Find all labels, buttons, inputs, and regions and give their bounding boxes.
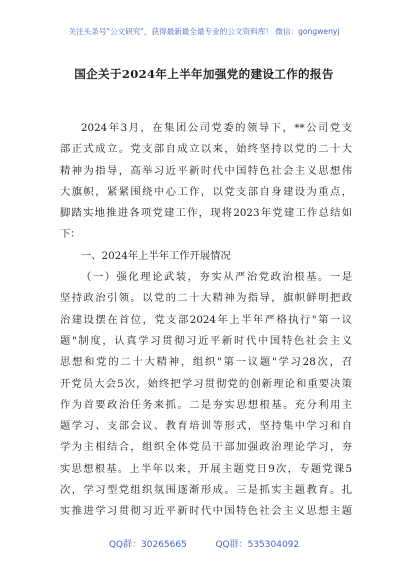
- paragraph-3-line-8: 题学习、支部会议、教育培训等形式，坚持集中学习和自: [60, 420, 352, 433]
- paragraph-3-line-6: 开党员大会5次，始终把学习贯彻党的创新理论和重要决策: [60, 377, 352, 390]
- paragraph-3-line-9: 学为主相结合，组织全体党员干部加强政治理论学习，夯: [60, 441, 352, 454]
- page-footer: [0, 537, 408, 550]
- paragraph-1-line-3: 精神为指导，高举习近平新时代中国特色社会主义思想伟: [60, 164, 352, 177]
- paragraph-1-line-2: 部正式成立。党支部自成立以来，始终坚持以党的二十大: [60, 143, 352, 156]
- document-body: [60, 118, 352, 523]
- paragraph-1-line-5: 脚踏实地推进各项党建工作，现将2023年党建工作总结如: [60, 207, 352, 220]
- paragraph-3-line-12: 实推进学习贯彻习近平新时代中国特色社会主义思想主题: [60, 505, 352, 518]
- footer-qq-group-2: QQ群：535304092: [215, 540, 300, 550]
- page-header-banner: 关注头条号"公文研究"，获得最新最全最专业的公文资料库！ 微信：gongwenyj: [68, 27, 340, 36]
- paragraph-3-line-2: 坚持政治引领。以党的二十大精神为指导，旗帜鲜明把政: [60, 292, 352, 305]
- paragraph-3-line-4: 题"制度，认真学习贯彻习近平新时代中国特色社会主义: [60, 334, 352, 347]
- footer-qq-group-1: QQ群：30265665: [108, 540, 187, 550]
- paragraph-1-line-4: 大旗帜，紧紧围绕中心工作，以党支部自身建设为重点，: [60, 185, 352, 198]
- paragraph-3-line-5: 思想和党的二十大精神，组织"第一议题"学习28次，召: [60, 356, 352, 369]
- section-heading-1: 一、2024年上半年工作开展情况: [81, 249, 231, 262]
- paragraph-3-line-7: 作为首要政治任务来抓。二是夯实思想根基。充分利用主: [60, 398, 352, 411]
- paragraph-3-line-10: 实思想根基。上半年以来，开展主题党日9次，专题党课5: [60, 462, 352, 475]
- paragraph-3-line-3: 治建设摆在首位，党支部2024年上半年严格执行"第一议: [60, 313, 352, 326]
- paragraph-3-line-11: 次，学习型党组织氛围逐渐形成。三是抓实主题教育。扎: [60, 484, 352, 497]
- paragraph-3-line-1: （一）强化理论武装，夯实从严治党政治根基。一是: [81, 271, 352, 284]
- paragraph-1-line-1: 2024年3月，在集团公司党委的领导下，**公司党支: [81, 122, 352, 134]
- paragraph-1-line-6: 下：: [60, 228, 81, 241]
- document-title: 国企关于2024年上半年加强党的建设工作的报告: [74, 67, 334, 81]
